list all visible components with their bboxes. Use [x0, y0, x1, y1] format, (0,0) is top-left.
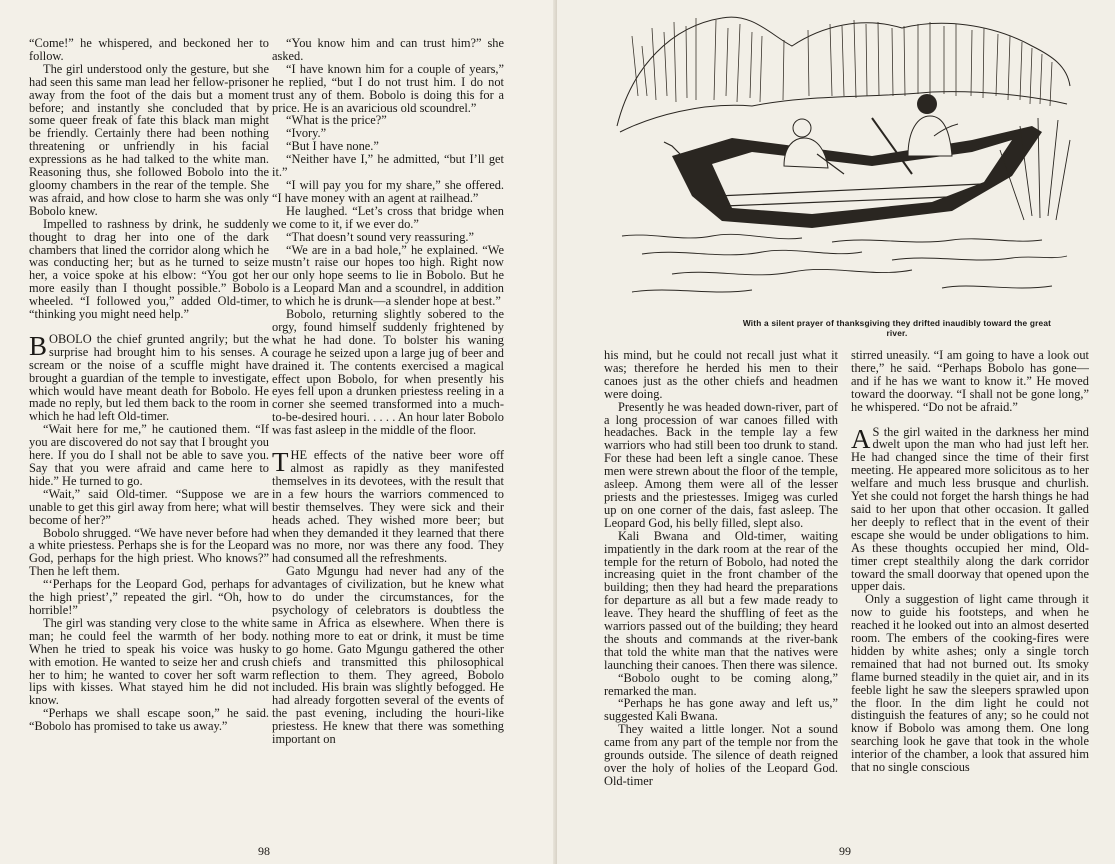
- section-opening-paragraph: [851, 423, 1089, 594]
- page-number: 98: [258, 844, 270, 858]
- paragraph: “I have known him for a couple of years,” he replied, “but I do not trust him. I do not trust any of them. Bobolo is doing this for a price. He is an avaricious old scoundrel.”: [272, 61, 504, 115]
- paragraph: “But I have none.”: [286, 139, 379, 154]
- paragraph: “I will pay you for my share,” she offered. “I have money with an agent at railhead.”: [272, 177, 504, 205]
- section-opening-paragraph: [29, 330, 269, 424]
- drop-cap: T: [272, 447, 289, 478]
- paragraph: “Perhaps we shall escape soon,” he said. “Bobolo has promised to take us away.”: [29, 706, 269, 734]
- left-column-1: [29, 37, 269, 852]
- paragraph: “We are in a bad hole,” he explained. “We mustn’t raise our hopes too high. Right now our only hope seems to lie in Bobolo. But he is a Leopard Man and a scoundrel, in addition to which he is drunk—a slender hope at best.”: [272, 242, 504, 309]
- drop-cap: A: [851, 423, 871, 454]
- paragraph: “Come!” he whispered, and beckoned her to follow.: [29, 37, 269, 63]
- paragraph: “Wait,” said Old-timer. “Suppose we are unable to get this girl away from here; what will become of her?”: [29, 486, 269, 527]
- paragraph: Kali Bwana and Old-timer, waiting impatiently in the dark room at the rear of the temple for the return of Bobolo, had noted the increasing quiet in the front chamber of the building; then they had heard the preparations for departure as all but a few made ready to leave. They heard the shuffling of feet as the warriors passed out of the building; they heard the shouts and commands at the river-bank that told the white man that the natives were launching their canoes. Then there was silence.: [604, 528, 838, 672]
- paragraph: Impelled to rashness by drink, he suddenly thought to drag her into one of the dark chambers that lined the corridor along which he was conducting her; but as he turned to seize her, a voice spoke at his elbow: “You got her more easily than I thought possible.” Bobolo wheeled. “I followed you,” added Old-timer, “thinking you might need help.”: [29, 216, 269, 322]
- paragraph: The girl was standing very close to the white man; he could feel the warmth of her body. When he tried to speak his voice was husky with emotion. He wanted to seize her and crush her to him; he wanted to cover her soft warm lips with kisses. What stayed him he did not know.: [29, 615, 269, 708]
- paragraph: Bobolo shrugged. “We have never before had a white priestess. Perhaps she is for the Leopard God, perhaps for the high priest. Who knows?” Then he left them.: [29, 525, 269, 579]
- paragraph: “‘Perhaps for the Leopard God, perhaps for the high priest’,” repeated the girl. “Oh, how horrible!”: [29, 577, 269, 617]
- paragraph: “Bobolo ought to be coming along,” remarked the man.: [604, 670, 838, 698]
- paragraph: “What is the price?”: [286, 113, 387, 128]
- section-opening-text: HE effects of the native beer wore off almost as rapidly as they manifested themselves in its devotees, with the result that in a few hours the warriors commenced to bestir themselves. They were sick and their heads ached. They wished more beer; but when they demanded it they learned that there was no more, nor was there any food. They had consumed all the refreshments.: [272, 448, 504, 566]
- right-column-1: [604, 349, 838, 852]
- right-page: [557, 0, 1115, 864]
- paragraph: “Perhaps he has gone away and left us,” suggested Kali Bwana.: [604, 696, 838, 724]
- paragraph: Gato Mgungu had never had any of the advantages of civilization, but he knew what to do under the circumstances, for the psychology of celebrators is doubtless the same in Africa as elsewhere. When there is nothing more to eat or drink, it must be time to go home. Gato Mgungu gathered the other chiefs and transmitted this philosophical reflection to them. They agreed, Bobolo included. His brain was slightly befogged. He had already forgotten several of the events of the past evening, including the houri-like priestess. He knew that there was something important on: [272, 564, 504, 747]
- section-opening-text: OBOLO the chief grunted angrily; but the surprise had brought him to his senses. A scream or the noise of a scuffle might have brought a guardian of the temple to investigate, which would have meant death for Bobolo. He made no reply, but led them back to the room in which he had left Old-timer.: [29, 331, 269, 424]
- section-opening-text: S the girl waited in the darkness her mind dwelt upon the man who had just left her. He had changed since the time of their first meeting. He appeared more solicitous as to her welfare and much less brusque and churlish. Yet she could not forget the harsh things he had said to her upon that other occasion. It galled her deeply to reflect that in the event of their escape she would be under obligations to him. As these thoughts occupied her mind, Old-timer crept stealthily along the dark corridor toward the small doorway that opened upon the upper dais.: [851, 424, 1089, 594]
- paragraph: The girl understood only the gesture, but she had seen this same man lead her fellow-prisoner away from the foot of the dais but a moment before; and instantly she concluded that by some queer freak of fate this black man might be friendly. Certainly there had been nothing threatening or unfriendly in his facial expressions as he had talked to the white man. Reasoning thus, she followed Bobolo into the gloomy chambers in the rear of the temple. She was afraid, and how close to harm she was only Bobolo knew.: [29, 61, 269, 218]
- drop-cap: B: [29, 330, 48, 361]
- page-number: 99: [839, 844, 851, 858]
- section-opening-paragraph: [272, 449, 504, 565]
- paragraph: “Wait here for me,” he cautioned them. “If you are discovered do not say that I brought you here. If you do I shall not be able to save you. Say that you were afraid and came here to hide.” He turned to go.: [29, 422, 269, 488]
- paragraph: “You know him and can trust him?” she asked.: [272, 37, 504, 63]
- paragraph: “Neither have I,” he admitted, “but I’ll get it.”: [272, 152, 504, 180]
- illustration-caption: With a silent prayer of thanksgiving they drifted inaudibly toward the great river.: [742, 318, 1052, 338]
- right-column-2: [851, 349, 1089, 852]
- paragraph: Only a suggestion of light came through it now to guide his footsteps, and when he reached it he looked out into an almost deserted room. The embers of the cooking-fires were hidden by white ashes; only a single torch remained that had not burned out. Its smoky flame burned steadily in the quiet air, and in its feeble light he saw the sleepers sprawled upon the floor. In the dim light he could not distinguish the features of any; so he could not know if Bobolo was among them. One long searching look he gave that took in the whole interior of the chamber, a look that assured him that no single conscious: [851, 592, 1089, 775]
- paragraph: He laughed. “Let’s cross that bridge when we come to it, if we ever do.”: [272, 203, 504, 231]
- paragraph: his mind, but he could not recall just what it was; therefore he herded his men to their canoes just as the other chiefs and headmen were doing.: [604, 349, 838, 401]
- paragraph: “Ivory.”: [286, 126, 327, 141]
- paragraph: They waited a little longer. Not a sound came from any part of the temple nor from the grounds outside. The silence of death reigned over the holy of holies of the Leopard God. Old-timer: [604, 722, 838, 788]
- canoe-illustration: [612, 6, 1072, 316]
- left-page: [0, 0, 557, 864]
- left-column-2: [272, 37, 504, 852]
- paragraph: “That doesn’t sound very reassuring.”: [286, 229, 474, 244]
- paragraph: Bobolo, returning slightly sobered to the orgy, found himself suddenly frightened by what he had done. To bolster his waning courage he seized upon a large jug of beer and drained it. The contents exercised a magical effect upon Bobolo, for when presently his eyes fell upon a drunken priestess reeling in a corner she seemed transformed into a much-to-be-desired houri. . . . . An hour later Bobolo was fast asleep in the middle of the floor.: [272, 307, 504, 438]
- paragraph: Presently he was headed down-river, part of a long procession of war canoes filled with headaches. Back in the temple lay a few warriors who had still been too drunk to stand. For these had been left a single canoe. These men were strewn about the floor of the temple, asleep. Among them were all of the lesser priests and the priestesses. Imigeg was curled up on one corner of the dais, fast asleep. The Leopard God, his belly filled, slept also.: [604, 399, 838, 530]
- paragraph: stirred uneasily. “I am going to have a look out there,” he said. “Perhaps Bobolo has gone—and if he has we want to know it.” He moved toward the doorway. “I shall not be gone long,” he whispered. “Do not be afraid.”: [851, 349, 1089, 414]
